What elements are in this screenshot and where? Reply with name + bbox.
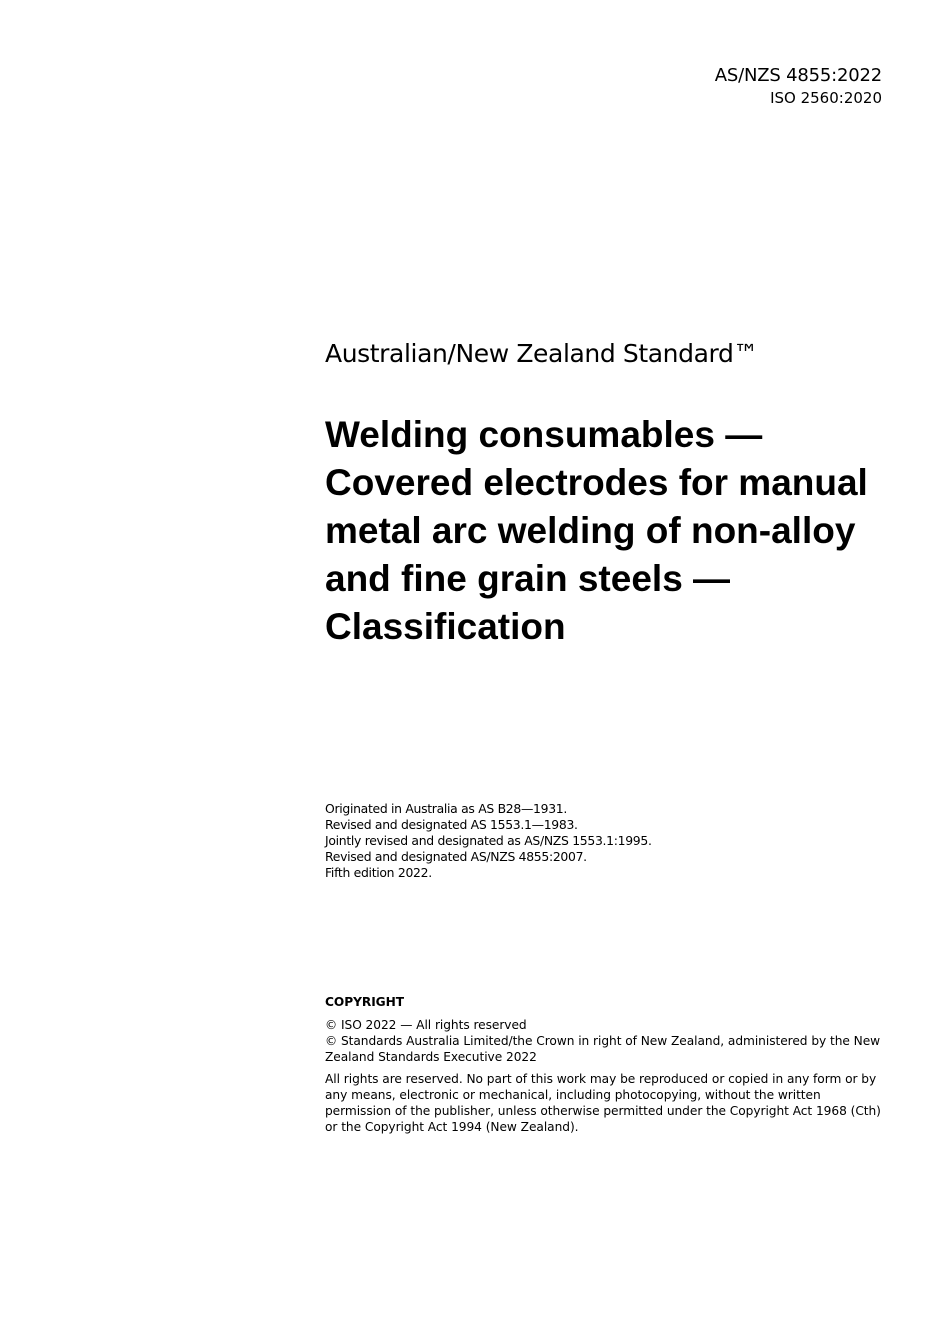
copyright-heading: COPYRIGHT	[325, 995, 405, 1009]
document-identifiers	[715, 64, 882, 108]
history-line: Revised and designated AS/NZS 4855:2007.	[325, 849, 587, 864]
copyright-holders	[325, 1017, 890, 1065]
copyright-iso-line: © ISO 2022 — All rights reserved	[325, 1018, 527, 1032]
history-line: Jointly revised and designated as AS/NZS 1553.1:1995.	[325, 833, 652, 848]
standard-designation: AS/NZS 4855:2022	[714, 65, 882, 86]
copyright-notice: All rights are reserved. No part of this work may be reproduced or copied in any form or by any means, electronic or mechanical, including photocopying, without the written permission of the publisher, unless otherwise permitted under the Copyright Act 1968 (Cth) or the Copyright Act 1994 (New Zealand).	[325, 1072, 881, 1134]
history-line: Originated in Australia as AS B28—1931.	[325, 801, 568, 816]
standard-type-label: Australian/New Zealand Standard™	[325, 339, 759, 368]
copyright-section	[325, 994, 890, 1141]
iso-designation: ISO 2560:2020	[770, 89, 882, 107]
copyright-sa-line: © Standards Australia Limited/the Crown in right of New Zealand, administered by the New Zealand Standards Executive 2022	[325, 1034, 881, 1064]
document-title: Welding consumables — Covered electrodes for manual metal arc welding of non-alloy and fine grain steels — Classification	[325, 414, 868, 647]
history-line: Fifth edition 2022.	[325, 865, 432, 880]
publication-history	[325, 801, 652, 881]
history-line: Revised and designated AS 1553.1—1983.	[325, 817, 578, 832]
